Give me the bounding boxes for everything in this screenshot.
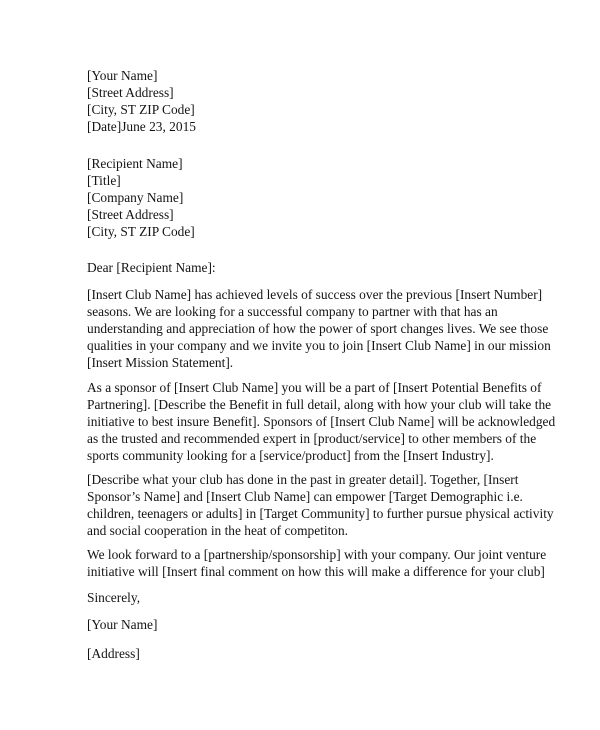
- paragraph-line: Sponsor’s Name] and [Insert Club Name] can empower [Target Demographic i.e.: [87, 489, 523, 504]
- signature-address-text: [Address]: [87, 646, 140, 661]
- signature-name-text: [Your Name]: [87, 617, 158, 632]
- paragraph-line: [Insert Mission Statement].: [87, 355, 234, 370]
- paragraph-line: We look forward to a [partnership/sponsorship] with your company. Our joint venture: [87, 547, 547, 562]
- recipient-address-block: [87, 155, 527, 240]
- recipient-title: [Title]: [87, 173, 121, 188]
- recipient-company: [Company Name]: [87, 190, 184, 205]
- paragraph-line: [Insert Club Name] has achieved levels of success over the previous [Insert Number]: [87, 287, 543, 302]
- sender-city: [City, ST ZIP Code]: [87, 102, 195, 117]
- signature-name: [87, 616, 527, 633]
- paragraph-line: Partnering]. [Describe the Benefit in full detail, along with how your club will take the: [87, 397, 552, 412]
- recipient-name: [Recipient Name]: [87, 156, 183, 171]
- paragraph-line: [Describe what your club has done in the past in greater detail]. Together, [Insert: [87, 472, 519, 487]
- paragraph-intro: [87, 286, 551, 371]
- recipient-street: [Street Address]: [87, 207, 174, 222]
- paragraph-benefits: [87, 379, 556, 464]
- complimentary-close: [87, 589, 527, 606]
- sender-name: [Your Name]: [87, 68, 158, 83]
- salutation-text: Dear [Recipient Name]:: [87, 260, 216, 275]
- paragraph-line: initiative will [Insert final comment on how this will make a difference for your club]: [87, 564, 545, 579]
- recipient-city: [City, ST ZIP Code]: [87, 224, 195, 239]
- paragraph-line: as the trusted and recommended expert in [product/service] to other members of the: [87, 431, 537, 446]
- sender-street: [Street Address]: [87, 85, 174, 100]
- salutation: [87, 259, 527, 276]
- paragraph-line: initiative to best insure Benefit]. Sponsors of [Insert Club Name] will be acknowledged: [87, 414, 556, 429]
- paragraph-line: As a sponsor of [Insert Club Name] you will be a part of [Insert Potential Benefits of: [87, 380, 542, 395]
- paragraph-line: and social cooperation in the heat of competiton.: [87, 523, 349, 538]
- sender-address-block: [87, 67, 527, 135]
- closing-text: Sincerely,: [87, 590, 141, 605]
- paragraph-line: sports community looking for a [service/product] from the [Insert Industry].: [87, 448, 494, 463]
- paragraph-closing-remarks: [87, 546, 547, 580]
- paragraph-line: children, teenagers or adults] in [Target Community] to further pursue physical activity: [87, 506, 554, 521]
- paragraph-line: qualities in your company and we invite you to join [Insert Club Name] in our mission: [87, 338, 551, 353]
- paragraph-line: understanding and appreciation of how the power of sport changes lives. We see those: [87, 321, 549, 336]
- letter-date: [Date]June 23, 2015: [87, 119, 196, 134]
- signature-address: [87, 645, 527, 662]
- paragraph-line: seasons. We are looking for a successful company to partner with that has an: [87, 304, 498, 319]
- paragraph-history: [87, 471, 554, 539]
